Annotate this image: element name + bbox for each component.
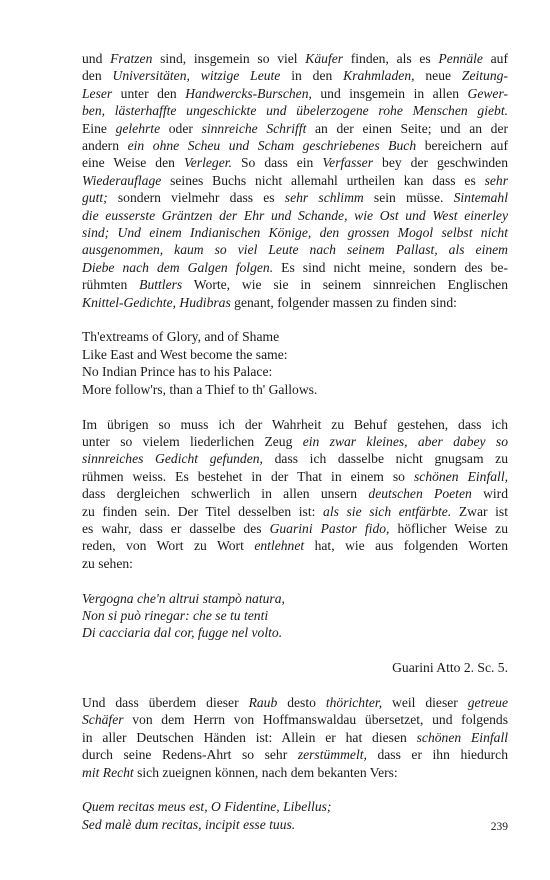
text-run: zu finden sein. Der Titel desselben ist: (82, 503, 324, 519)
text-run: und insgemein in allen (311, 85, 468, 101)
text-run: es wahr, dass er dasselbe des (82, 520, 270, 536)
italic-run: deutschen Poeten (368, 486, 472, 502)
text-line (82, 172, 508, 189)
italic-run: Wiederauflage (82, 172, 162, 188)
text-run: sein müsse. (363, 190, 454, 206)
italic-run: sinnreiches Gedicht gefunden, (82, 451, 263, 467)
text-line (82, 137, 508, 154)
verse-line: Sed malè dum recitas, incipit esse tuus. (82, 816, 296, 832)
text-run: unter so vielem liederlichen Zeug (82, 433, 303, 449)
text-run: rühmen weiss. Es bestehet in der That in einem so (82, 468, 415, 484)
text-line (82, 224, 508, 241)
verse-line: Like East and West become the same: (82, 346, 288, 362)
text-line (82, 294, 508, 311)
italic-run: Zeitung- (461, 68, 508, 84)
text-run: auf (482, 51, 508, 66)
paragraph-guarini (82, 416, 508, 573)
text-run: wird (471, 486, 508, 502)
text-run: durch seine Redens-Ahrt so sehr (82, 747, 298, 763)
text-run: Worte, wie sie in seinem sinnreichen Englischen (182, 277, 509, 293)
verse-line: Quem recitas meus est, O Fidentine, Libellus; (82, 799, 332, 815)
text-run: dass dergleichen schwerlich in allen unsern (82, 486, 369, 502)
text-line (82, 764, 508, 781)
italic-run: thörichter, (325, 694, 383, 710)
text-run: den (82, 68, 113, 84)
text-line (82, 729, 508, 746)
italic-run: sind; Und einem Indianischen Könige, den grossen Mogol selbst nicht (82, 225, 508, 241)
italic-run: Fratzen (110, 51, 153, 66)
text-run: höflicher Weise zu (389, 520, 508, 536)
text-line (82, 189, 508, 206)
text-run: rühmten (82, 277, 140, 293)
paragraph-raub (82, 694, 508, 781)
text-run: sondern vielmehr dass es (107, 190, 285, 206)
text-run: finden, als es (343, 51, 439, 66)
text-run: andern (82, 138, 128, 154)
text-run: an der einen Seite; und an der (306, 120, 509, 136)
text-line (82, 241, 508, 258)
italic-run: als sie sich entfärbte. (323, 503, 452, 519)
italic-run: Universitäten, witzige Leute (112, 68, 281, 84)
text-run: genant, folgender massen zu finden sind: (230, 294, 457, 310)
italic-run: Guarini Pastor fido, (269, 520, 390, 536)
italic-run: Knittel-Gedichte, Hudibras (82, 294, 231, 310)
italic-run: schönen Einfall (416, 729, 509, 745)
text-line (82, 746, 508, 763)
text-run: zu sehen: (82, 555, 133, 571)
italic-run: ausgenommen, kaum so viel Leute nach seinem Pallast, als einem (82, 242, 508, 258)
verse-line: Non si può rinegar: che se tu tenti (82, 607, 269, 623)
italic-run: Handwercks-Burschen, (185, 85, 312, 101)
text-run: bey der geschwinden (373, 155, 509, 171)
text-line (82, 450, 508, 467)
italic-run: schönen Einfall, (414, 468, 508, 484)
text-run: dass er ihn hiedurch (366, 747, 508, 763)
text-line (82, 154, 508, 171)
verse-pastor-fido (82, 590, 508, 642)
text-line (82, 503, 508, 520)
verse-line: Th'extreams of Glory, and of Shame (82, 329, 280, 345)
text-line (82, 416, 508, 433)
italic-run: Sintemahl (453, 190, 508, 206)
text-run: So dass ein (231, 155, 323, 171)
italic-run: entlehnet (254, 538, 305, 554)
italic-run: sehr (484, 172, 508, 188)
text-run: dass ich dasselbe nicht gnugsam zu (262, 451, 509, 467)
text-line (82, 67, 508, 84)
verse-hudibras (82, 328, 508, 398)
text-run: weil dieser (382, 694, 468, 710)
italic-run: Leser (82, 85, 113, 101)
text-run: sind, insgemein so viel (152, 51, 306, 66)
text-run: oder (160, 120, 202, 136)
text-line (82, 276, 508, 293)
text-run: eine Weise den (82, 155, 184, 171)
text-run: und (82, 51, 111, 66)
text-line (82, 711, 508, 728)
italic-run: Gewer- (467, 85, 508, 101)
page-body (82, 50, 508, 833)
italic-run: ein ohne Scheu und Scham geschriebenes Buch (127, 138, 417, 154)
text-run: Eine (82, 120, 116, 136)
italic-run: Pennäle (438, 51, 483, 66)
verse-line: More follow'rs, than a Thief to th' Gallows. (82, 381, 318, 397)
italic-run: Raub (248, 694, 278, 710)
italic-run: Schäfer (82, 712, 124, 728)
italic-run: Käufer (305, 51, 344, 66)
text-line (82, 50, 508, 67)
text-line (82, 120, 508, 137)
text-line (82, 485, 508, 502)
text-run: Im übrigen so muss ich der Wahrheit zu Behuf gestehen, dass ich (82, 416, 508, 432)
italic-run: mit Recht (82, 764, 134, 780)
italic-run: Verleger. (183, 155, 232, 171)
verse-line: Vergogna che'n altrui stampò natura, (82, 590, 285, 606)
text-run: sich zueignen können, nach dem bekanten Vers: (133, 764, 398, 780)
text-run: hat, wie aus folgenden Worten (304, 538, 508, 554)
paragraph-fratzen (82, 50, 508, 311)
text-run: unter den (112, 85, 186, 101)
text-line (82, 102, 508, 119)
text-line (82, 537, 508, 554)
text-run: seines Buchs nicht allemahl urtheilen kan dass es (161, 172, 485, 188)
italic-run: Krahmladen, (343, 68, 415, 84)
italic-run: getreue (467, 694, 509, 710)
verse-line: No Indian Prince has to his Palace: (82, 364, 273, 380)
text-line (82, 555, 508, 572)
italic-run: sinnreiche Schrifft (201, 120, 307, 136)
italic-run: sehr schlimm (284, 190, 364, 206)
italic-run: Verfasser (322, 155, 373, 171)
italic-run: zerstümmelt, (297, 747, 367, 763)
text-run: in aller Deutschen Händen ist: Allein er hat diesen (82, 729, 417, 745)
text-run: in den (280, 68, 344, 84)
text-run: bereichern auf (416, 138, 508, 154)
text-line (82, 468, 508, 485)
italic-run: gelehrte (115, 120, 161, 136)
verse-line: Di cacciaria dal cor, fugge nel volto. (82, 625, 283, 641)
text-run: Und dass überdem dieser (82, 694, 249, 710)
page-number: 239 (490, 821, 508, 833)
text-line (82, 694, 508, 711)
text-run: neue (414, 68, 462, 84)
italic-run: gutt; (82, 190, 108, 206)
text-run: von dem Herrn von Hoffmanswaldau übersetzet, und folgends (123, 712, 508, 728)
text-run: reden, von Wort zu Wort (82, 538, 255, 554)
text-line (82, 85, 508, 102)
italic-run: Buttlers (139, 277, 183, 293)
text-run: desto (277, 694, 326, 710)
text-line (82, 433, 508, 450)
text-run: Es sind nicht meine, sondern des be- (273, 259, 508, 275)
text-run: Zwar ist (451, 503, 509, 519)
italic-run: die eusserste Gräntzen der Ehr und Schande, wie Ost und West einerley (82, 207, 508, 223)
italic-run: ben, lästerhaffte ungeschickte und übelerzogene rohe Menschen giebt. (82, 103, 508, 119)
citation-guarini: Guarini Atto 2. Sc. 5. (392, 660, 508, 676)
text-line (82, 259, 508, 276)
text-line (82, 520, 508, 537)
italic-run: Diebe nach dem Galgen folgen. (82, 259, 274, 275)
text-line (82, 207, 508, 224)
italic-run: ein zwar kleines, aber dabey so (302, 433, 508, 449)
